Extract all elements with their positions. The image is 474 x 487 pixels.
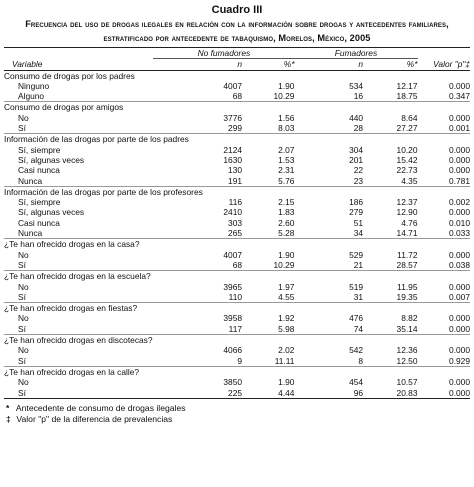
cell-n-no-smokers: 3965: [223, 281, 243, 292]
cell-pvalue: 0.001: [449, 123, 470, 134]
cell-n-no-smokers: 9: [237, 355, 243, 366]
cell-n-smokers: 22: [353, 165, 364, 176]
cell-pvalue: 0.000: [449, 249, 470, 260]
cell-n-no-smokers: 303: [228, 217, 243, 228]
cell-n-smokers: 201: [349, 154, 364, 165]
col-pct-smokers: %*: [363, 59, 417, 70]
row-label: Sí, algunas veces: [18, 154, 85, 165]
cell-pct-no-smokers: 2.31: [278, 165, 295, 176]
cell-pct-smokers: 18.75: [396, 91, 418, 102]
cell-pvalue: 0.000: [449, 80, 470, 91]
table-row: [4, 113, 470, 123]
row-label: Sí: [18, 123, 26, 134]
cell-pct-smokers: 8.64: [401, 112, 418, 123]
row-label: Ninguno: [18, 80, 50, 91]
cell-n-smokers: 8: [358, 355, 364, 366]
cell-n-no-smokers: 4007: [223, 80, 243, 91]
group-smokers: Fumadores: [294, 48, 417, 59]
data-table: [4, 47, 470, 399]
row-label: Alguno: [18, 91, 45, 102]
cell-pvalue: 0.000: [449, 281, 470, 292]
cell-pct-no-smokers: 2.02: [278, 345, 295, 356]
row-label: No: [18, 313, 29, 324]
cell-n-smokers: 28: [353, 123, 364, 134]
row-label: No: [18, 377, 29, 388]
cell-pct-no-smokers: 1.83: [278, 207, 295, 218]
cell-n-no-smokers: 4066: [223, 345, 243, 356]
cell-n-no-smokers: 3958: [223, 313, 243, 324]
cell-pct-no-smokers: 10.29: [273, 91, 295, 102]
row-label: Sí: [4, 388, 153, 399]
table-row: [4, 282, 470, 292]
section-header: [4, 239, 470, 250]
cell-n-smokers: 279: [349, 207, 364, 218]
cell-pct-smokers: 20.83: [363, 388, 417, 399]
cell-pct-smokers: 12.37: [396, 197, 418, 208]
cell-n-no-smokers: 110: [228, 291, 243, 302]
row-label: Sí, siempre: [18, 197, 61, 208]
table-row: [4, 176, 470, 187]
cell-n-smokers: 440: [349, 112, 364, 123]
row-label: Sí: [18, 259, 26, 270]
cell-pct-smokers: 28.57: [396, 259, 418, 270]
cell-pct-smokers: 4.35: [401, 175, 418, 186]
col-pct-no-smokers: %*: [242, 59, 294, 70]
cell-n-no-smokers: 68: [232, 91, 243, 102]
cell-pct-no-smokers: 1.53: [278, 154, 295, 165]
section-label: ¿Te han ofrecido drogas en discotecas?: [4, 335, 470, 346]
cell-pct-no-smokers: 5.28: [278, 228, 295, 239]
cell-n-no-smokers: 117: [228, 323, 243, 334]
cell-pvalue: 0.000: [449, 154, 470, 165]
table-row: [4, 145, 470, 155]
row-label: Sí, algunas veces: [18, 207, 85, 218]
table-row: [4, 228, 470, 239]
cell-pct-no-smokers: 1.92: [278, 313, 295, 324]
cell-pct-smokers: 12.17: [396, 80, 418, 91]
col-pvalue: Valor "p"‡: [418, 59, 471, 70]
cell-n-no-smokers: 116: [228, 197, 243, 208]
row-label: Sí: [18, 355, 26, 366]
row-label: No: [18, 249, 29, 260]
table-row: [4, 197, 470, 207]
cell-pvalue: 0.929: [449, 355, 470, 366]
cell-n-smokers: 519: [349, 281, 364, 292]
table-row: [4, 165, 470, 175]
section-label: ¿Te han ofrecido drogas en la calle?: [4, 366, 470, 377]
cell-pct-no-smokers: 8.03: [278, 123, 295, 134]
table-row: [4, 388, 470, 399]
cell-pct-smokers: 11.72: [397, 249, 418, 260]
cell-pct-no-smokers: 4.44: [242, 388, 294, 399]
cell-n-smokers: 476: [349, 313, 364, 324]
cell-pvalue: 0.000: [449, 345, 470, 356]
cell-n-smokers: 51: [353, 217, 364, 228]
cell-pct-no-smokers: 2.07: [278, 144, 295, 155]
table-row: [4, 91, 470, 102]
cell-n-no-smokers: 225: [153, 388, 242, 399]
cell-pct-smokers: 27.27: [396, 123, 418, 134]
cell-n-no-smokers: 130: [228, 165, 243, 176]
cell-pct-smokers: 10.57: [396, 377, 418, 388]
section-label: ¿Te han ofrecido drogas en fiestas?: [4, 303, 470, 314]
cell-pvalue: 0.038: [449, 259, 470, 270]
cell-n-no-smokers: 2410: [223, 207, 243, 218]
section-header: [4, 186, 470, 197]
cell-pct-no-smokers: 4.55: [278, 291, 295, 302]
row-label: Casi nunca: [18, 217, 60, 228]
table-row: [4, 292, 470, 303]
section-label: ¿Te han ofrecido drogas en la casa?: [4, 239, 470, 250]
table-row: [4, 324, 470, 335]
cell-pct-no-smokers: 11.11: [274, 355, 295, 366]
cell-n-no-smokers: 4007: [223, 249, 243, 260]
cell-pct-no-smokers: 1.97: [278, 281, 295, 292]
section-header: [4, 102, 470, 113]
cell-n-smokers: 454: [349, 377, 364, 388]
cell-n-smokers: 74: [353, 323, 364, 334]
cell-pct-smokers: 12.90: [396, 207, 418, 218]
section-label: Consumo de drogas por los padres: [4, 70, 470, 81]
table-row: [4, 345, 470, 355]
cell-pct-smokers: 19.35: [396, 291, 418, 302]
cell-pvalue: 0.000: [449, 323, 470, 334]
cell-pct-no-smokers: 1.90: [278, 377, 295, 388]
section-header: [4, 335, 470, 346]
cell-n-no-smokers: 3776: [223, 112, 243, 123]
cell-pvalue: 0.000: [449, 377, 470, 388]
section-header: [4, 303, 470, 314]
table-row: [4, 123, 470, 134]
cell-pvalue: 0.000: [449, 112, 470, 123]
section-header: [4, 134, 470, 145]
table-row: [4, 377, 470, 387]
cell-n-smokers: 534: [349, 80, 364, 91]
group-no-smokers: No fumadores: [153, 48, 294, 59]
cell-pct-no-smokers: 1.90: [278, 249, 295, 260]
cell-pct-smokers: 35.14: [396, 323, 418, 334]
cell-pvalue: 0.000: [418, 388, 471, 399]
table-row: [4, 313, 470, 323]
cell-pct-smokers: 4.76: [401, 217, 418, 228]
cell-n-smokers: 304: [349, 144, 364, 155]
table-row: [4, 250, 470, 260]
cell-pct-smokers: 15.42: [396, 154, 418, 165]
section-label: Información de las drogas por parte de los padres: [4, 134, 470, 145]
row-label: No: [18, 345, 29, 356]
cell-n-no-smokers: 191: [228, 175, 243, 186]
cell-pct-no-smokers: 1.56: [278, 112, 295, 123]
row-label: No: [18, 281, 29, 292]
cell-n-no-smokers: 299: [228, 123, 243, 134]
row-label: Sí: [18, 291, 26, 302]
cell-pvalue: 0.033: [449, 228, 470, 239]
cell-pct-smokers: 8.82: [401, 313, 418, 324]
cell-n-no-smokers: 265: [228, 228, 243, 239]
cell-pvalue: 0.010: [449, 217, 470, 228]
cell-n-smokers: 31: [353, 291, 364, 302]
row-label: No: [18, 112, 29, 123]
cell-pct-smokers: 12.36: [396, 345, 418, 356]
table-row: [4, 81, 470, 91]
cell-pct-smokers: 14.71: [396, 228, 418, 239]
table-row: [4, 218, 470, 228]
cell-pct-no-smokers: 10.29: [273, 259, 295, 270]
col-variable: Variable: [4, 59, 153, 70]
cell-pct-smokers: 22.73: [396, 165, 418, 176]
cell-n-no-smokers: 2124: [223, 144, 243, 155]
cell-n-no-smokers: 3850: [223, 377, 243, 388]
cell-pvalue: 0.000: [449, 144, 470, 155]
cell-n-smokers: 96: [294, 388, 363, 399]
col-n-no-smokers: n: [153, 59, 242, 70]
table-row: [4, 356, 470, 367]
table-row: [4, 155, 470, 165]
section-label: ¿Te han ofrecido drogas en la escuela?: [4, 271, 470, 282]
cell-pct-no-smokers: 2.15: [278, 197, 295, 208]
section-label: Información de las drogas por parte de los profesores: [4, 186, 470, 197]
section-header: [4, 271, 470, 282]
cell-n-smokers: 186: [349, 197, 364, 208]
table-caption: Frecuencia del uso de drogas ilegales en relación con la información sobre drogas y antecedentes familiares, estratificado por antecedente de tabaquismo, Morelos, México, 2005: [25, 19, 449, 43]
row-label: Nunca: [18, 228, 43, 239]
cell-n-smokers: 21: [353, 259, 364, 270]
cell-n-smokers: 16: [353, 91, 364, 102]
table-title: Cuadro III: [211, 4, 263, 16]
cell-n-smokers: 542: [349, 345, 364, 356]
cell-pvalue: 0.000: [449, 313, 470, 324]
cell-pvalue: 0.000: [449, 165, 470, 176]
cell-n-smokers: 529: [349, 249, 364, 260]
cell-pct-smokers: 10.20: [396, 144, 418, 155]
section-header: [4, 366, 470, 377]
table-row: [4, 260, 470, 271]
cell-pvalue: 0.347: [449, 91, 470, 102]
table-row: [4, 207, 470, 217]
cell-n-no-smokers: 1630: [223, 154, 243, 165]
cell-n-smokers: 23: [353, 175, 364, 186]
cell-n-no-smokers: 68: [232, 259, 243, 270]
col-n-smokers: n: [294, 59, 363, 70]
section-label: Consumo de drogas por amigos: [4, 102, 470, 113]
footnote: ‡ Valor "p" de la diferencia de prevalencias: [6, 413, 173, 424]
cell-pvalue: 0.781: [449, 175, 470, 186]
footnotes: [4, 403, 470, 425]
cell-pct-no-smokers: 1.90: [278, 80, 295, 91]
row-label: Casi nunca: [18, 165, 60, 176]
cell-pvalue: 0.002: [449, 197, 470, 208]
row-label: Sí, siempre: [18, 144, 61, 155]
cell-pct-no-smokers: 2.60: [278, 217, 295, 228]
row-label: Nunca: [18, 175, 43, 186]
cell-pvalue: 0.000: [449, 207, 470, 218]
row-label: Sí: [18, 323, 26, 334]
cell-pvalue: 0.007: [449, 291, 470, 302]
cell-n-smokers: 34: [353, 228, 364, 239]
cell-pct-smokers: 11.95: [397, 281, 418, 292]
footnote: * Antecedente de consumo de drogas ilegales: [6, 402, 186, 413]
cell-pct-no-smokers: 5.98: [278, 323, 295, 334]
cell-pct-smokers: 12.50: [396, 355, 418, 366]
cell-pct-no-smokers: 5.76: [278, 175, 295, 186]
section-header: [4, 70, 470, 81]
